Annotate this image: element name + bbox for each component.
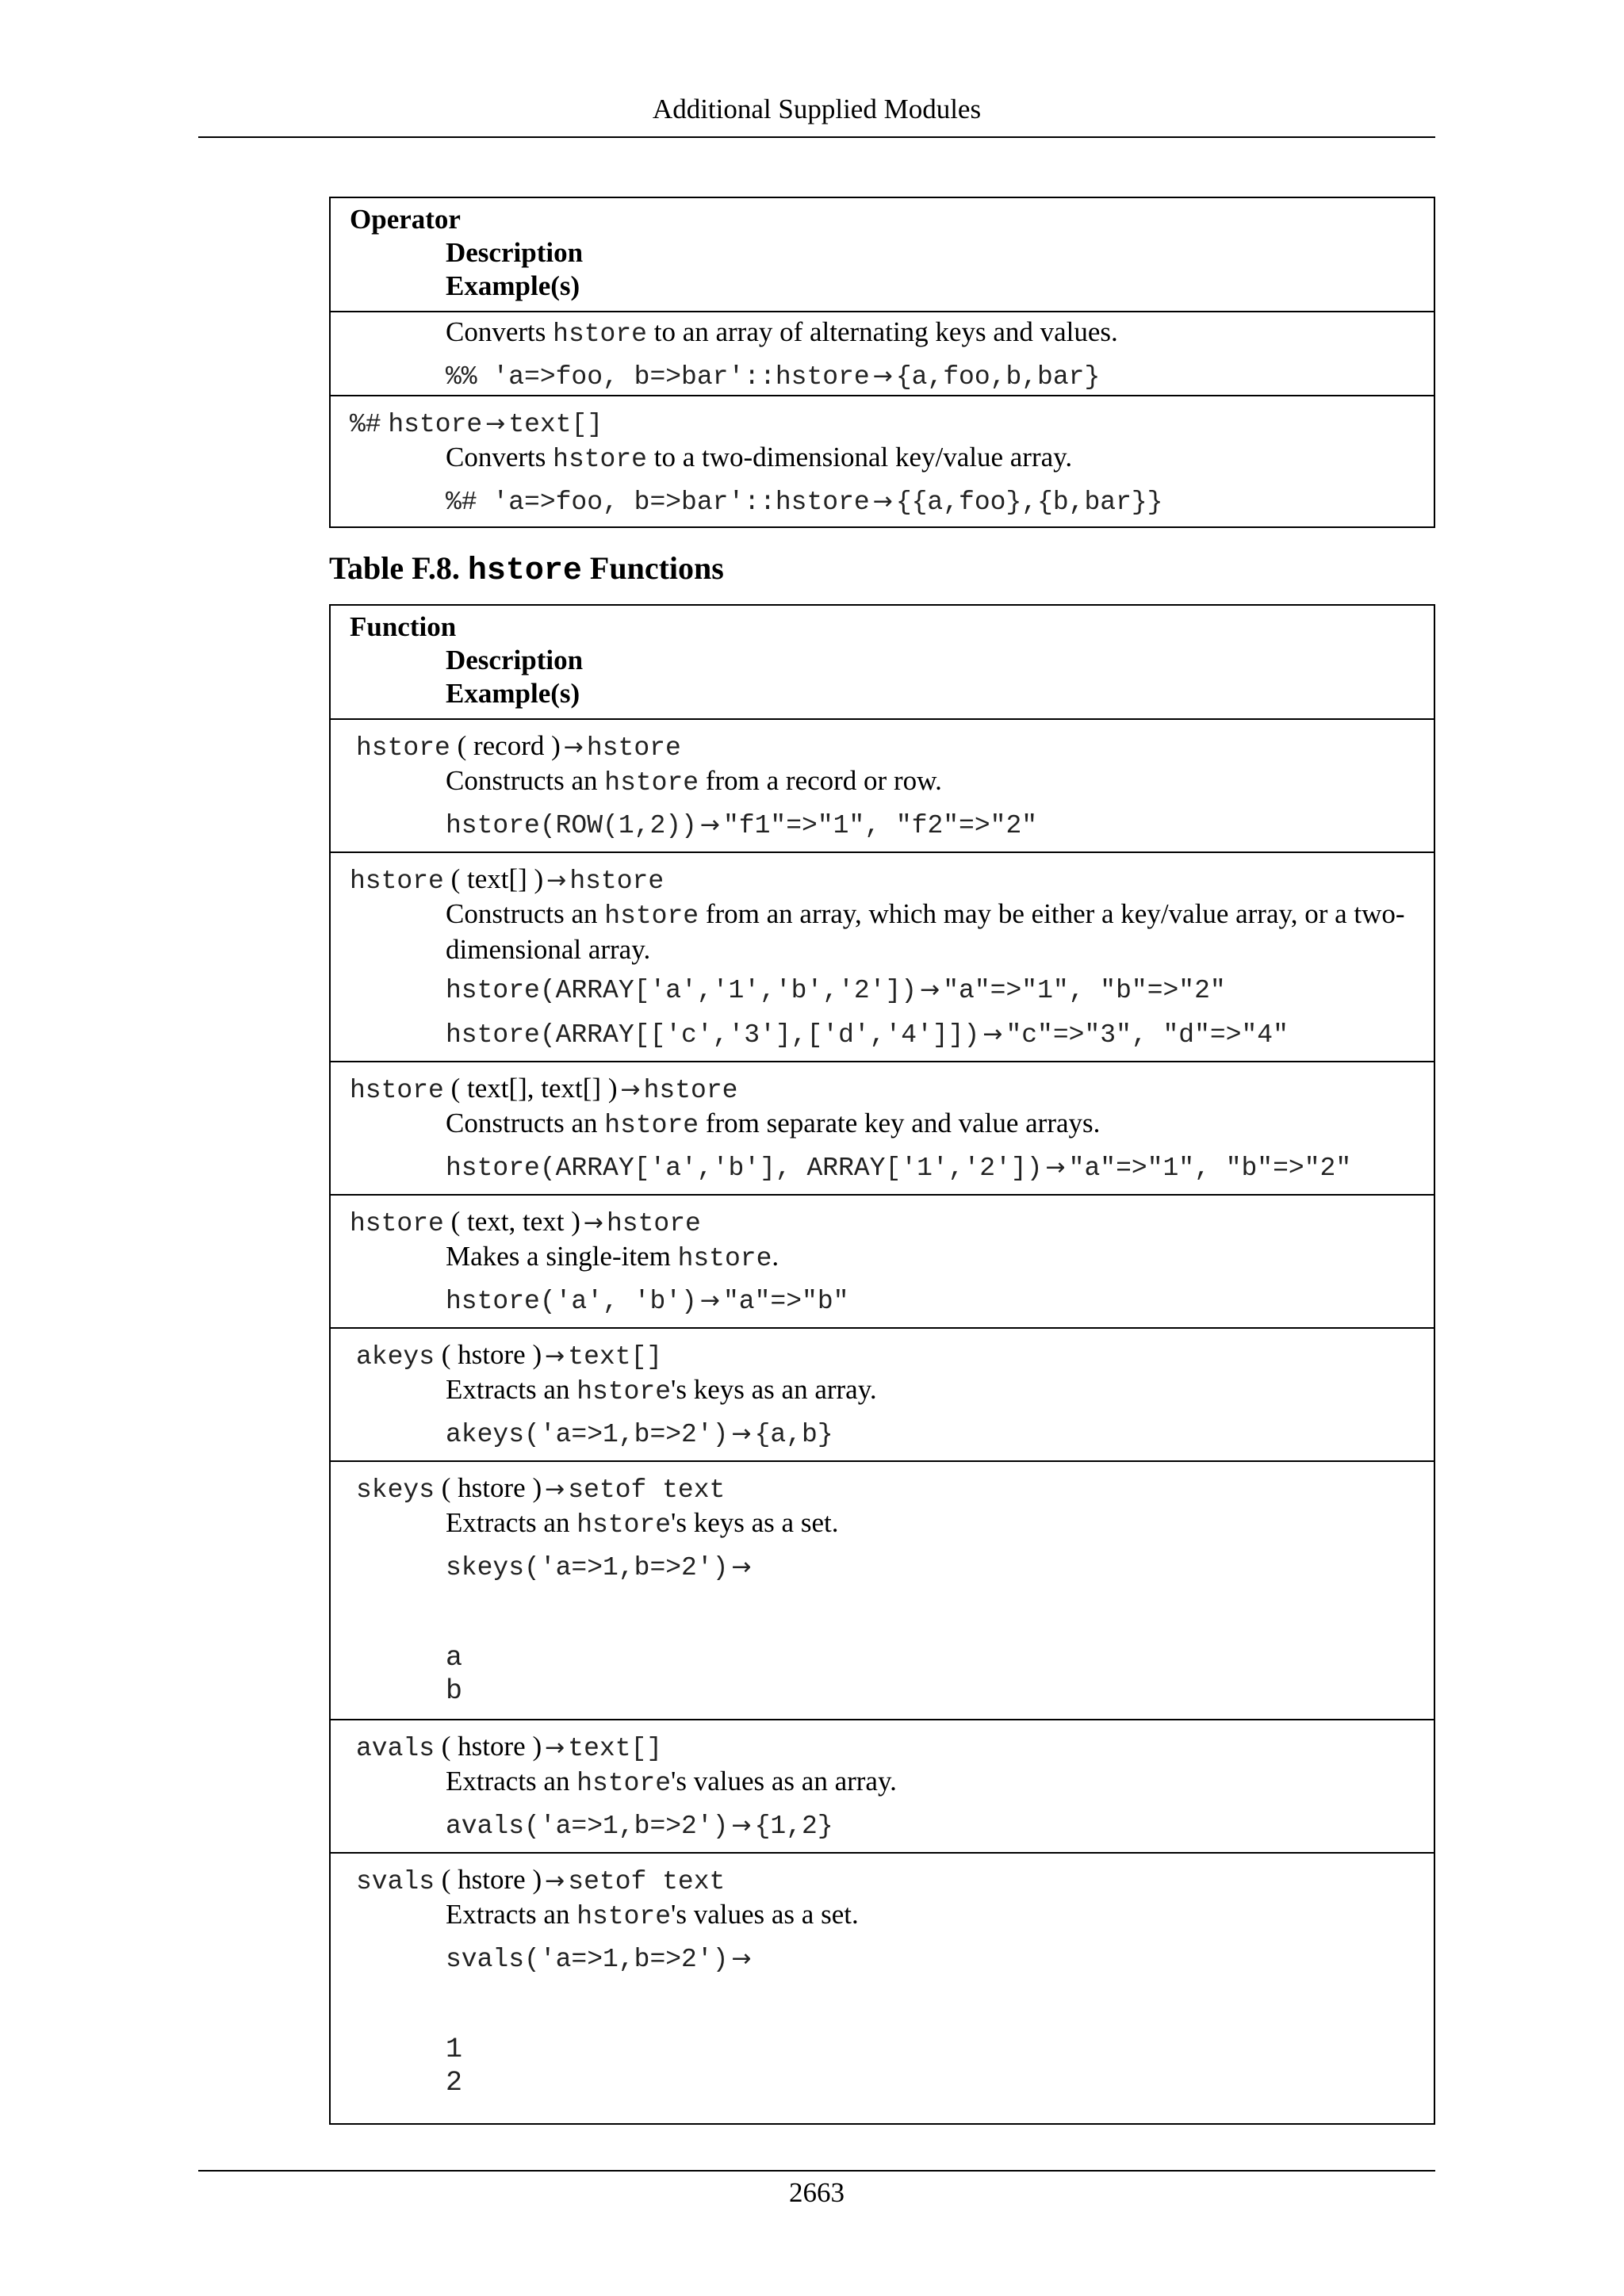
row-description: Makes a single-item hstore. xyxy=(446,1241,779,1273)
row-example: %% 'a=>foo, b=>bar'::hstore → {a,foo,b,bar} xyxy=(446,362,1101,392)
table-row xyxy=(331,311,1434,395)
row-description: Extracts an hstore's values as an array. xyxy=(446,1766,897,1798)
arrow-icon: → xyxy=(545,1342,565,1370)
header-rule xyxy=(198,136,1435,138)
row-example: akeys('a=>1,b=>2') → {a,b} xyxy=(446,1420,833,1449)
row-example: hstore(ARRAY['a','1','b','2']) → "a"=>"1", "b"=>"2" xyxy=(446,976,1226,1005)
table-title: Table F.8. hstore Functions xyxy=(329,550,724,589)
header-examples: Example(s) xyxy=(446,678,580,709)
row-signature: %# hstore → text[] xyxy=(350,410,603,439)
header-examples: Example(s) xyxy=(446,270,580,301)
arrow-icon: → xyxy=(920,976,940,1004)
footer-rule xyxy=(198,2170,1435,2172)
row-signature: hstore ( text[] ) → hstore xyxy=(350,863,665,896)
row-signature: avals ( hstore ) → text[] xyxy=(356,1731,663,1763)
result-line: 1 xyxy=(446,2034,463,2065)
row-example: avals('a=>1,b=>2') → {1,2} xyxy=(446,1812,833,1841)
arrow-icon: → xyxy=(872,488,893,515)
arrow-icon: → xyxy=(583,1209,603,1237)
result-line: a xyxy=(446,1642,463,1674)
row-description: Converts hstore to an array of alternating keys and values. xyxy=(446,316,1118,349)
row-description: Constructs an hstore from separate key and value arrays. xyxy=(446,1108,1101,1140)
table-row xyxy=(331,1061,1434,1194)
row-description: Extracts an hstore's values as a set. xyxy=(446,1899,859,1931)
table-row xyxy=(331,718,1434,851)
table-header-row xyxy=(331,606,1434,718)
page-number: 2663 xyxy=(789,2177,845,2208)
row-description: Constructs an hstore from an array, which may be either a key/value array, or a two-dimensional array. xyxy=(446,898,1405,965)
header-operator: Operator xyxy=(350,204,461,235)
table-header-row xyxy=(331,198,1434,311)
page-header: Additional Supplied Modules xyxy=(652,94,982,124)
row-example: svals('a=>1,b=>2') → xyxy=(331,1941,1434,1974)
table-row xyxy=(331,395,1434,526)
arrow-icon: → xyxy=(699,1287,720,1314)
table-row xyxy=(331,1194,1434,1327)
functions-table xyxy=(329,604,1435,2125)
row-description: Converts hstore to a two-dimensional key/value array. xyxy=(446,442,1073,474)
table-row xyxy=(331,1852,1434,2126)
arrow-icon: → xyxy=(731,1553,752,1581)
result-line: b xyxy=(446,1675,463,1707)
row-signature: svals ( hstore ) → setof text xyxy=(356,1864,726,1896)
table-row xyxy=(331,1460,1434,1719)
row-description: Extracts an hstore's keys as a set. xyxy=(446,1507,839,1540)
row-example: hstore('a', 'b') → "a"=>"b" xyxy=(446,1287,849,1316)
row-signature: hstore ( text[], text[] ) → hstore xyxy=(350,1073,738,1105)
arrow-icon: → xyxy=(546,867,567,894)
arrow-icon: → xyxy=(731,1420,752,1448)
row-example: hstore(ARRAY[['c','3'],['d','4']]) → "c"=>"3", "d"=>"4" xyxy=(446,1020,1289,1050)
arrow-icon: → xyxy=(731,1945,752,1973)
arrow-icon: → xyxy=(872,362,893,390)
row-example: skeys('a=>1,b=>2') → xyxy=(331,1549,1434,1582)
arrow-icon: → xyxy=(699,811,720,839)
row-signature: skeys ( hstore ) → setof text xyxy=(356,1472,726,1505)
table-row xyxy=(331,1327,1434,1460)
arrow-icon: → xyxy=(545,1734,565,1762)
row-description: Extracts an hstore's keys as an array. xyxy=(446,1374,877,1406)
row-description: Constructs an hstore from a record or row. xyxy=(446,765,942,798)
arrow-icon: → xyxy=(563,733,584,761)
row-example: hstore(ARRAY['a','b'], ARRAY['1','2']) → "a"=>"1", "b"=>"2" xyxy=(446,1154,1352,1183)
table-row xyxy=(331,1719,1434,1852)
header-description: Description xyxy=(446,645,584,675)
arrow-icon: → xyxy=(1045,1154,1066,1181)
header-description: Description xyxy=(446,237,584,268)
table-row xyxy=(331,851,1434,1061)
arrow-icon: → xyxy=(485,410,506,438)
operators-table xyxy=(329,197,1435,528)
arrow-icon: → xyxy=(545,1867,565,1895)
result-line: 2 xyxy=(446,2067,463,2099)
arrow-icon: → xyxy=(731,1812,752,1839)
arrow-icon: → xyxy=(620,1076,641,1104)
row-signature: hstore ( record ) → hstore xyxy=(356,730,681,763)
header-function: Function xyxy=(350,611,457,642)
arrow-icon: → xyxy=(982,1020,1003,1048)
row-signature: akeys ( hstore ) → text[] xyxy=(356,1339,663,1372)
row-example: %# 'a=>foo, b=>bar'::hstore → {{a,foo},{b,bar}} xyxy=(446,488,1163,517)
row-signature: hstore ( text, text ) → hstore xyxy=(350,1206,701,1238)
arrow-icon: → xyxy=(545,1475,565,1503)
row-example: hstore(ROW(1,2)) → "f1"=>"1", "f2"=>"2" xyxy=(446,811,1038,840)
